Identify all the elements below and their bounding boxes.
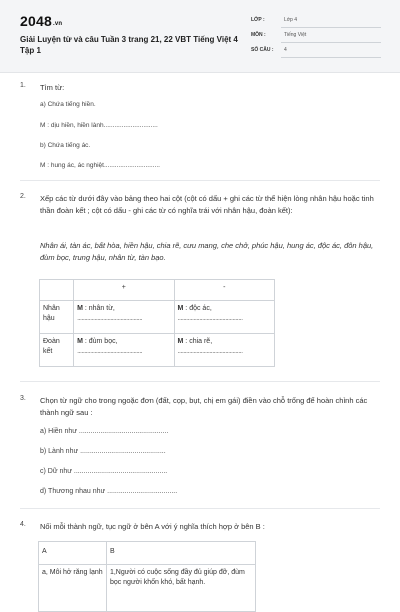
meaning-cell[interactable]: 1,Người có cuộc sống đầy đủ giúp đỡ, đùm bọc người khốn khó, bất hạnh. bbox=[106, 565, 255, 612]
divider bbox=[20, 508, 380, 509]
cell-prefix: M bbox=[177, 338, 184, 345]
cell-text: : đùm bọc, bbox=[82, 338, 118, 345]
divider bbox=[20, 381, 380, 382]
divider bbox=[20, 180, 380, 181]
cell-plus[interactable] bbox=[74, 334, 174, 367]
question-number: 3. bbox=[20, 395, 26, 402]
answer-line: c) Dữ như ................................................ bbox=[40, 468, 168, 475]
table-row bbox=[39, 565, 256, 612]
column-b-header: B bbox=[106, 542, 255, 565]
cell-dots: ............................................. bbox=[77, 315, 143, 322]
answer-line: a) Chứa tiếng hiền. bbox=[40, 101, 96, 108]
cell-dots: ............................................. bbox=[77, 348, 143, 355]
question-text: Nối mỗi thành ngữ, tục ngữ ở bên A với ý nghĩa thích hợp ở bên B : bbox=[40, 522, 265, 531]
question-text: Chọn từ ngữ cho trong ngoặc đơn (đất, cọp, bụt, chị em gái) điền vào chỗ trống để hoàn chỉnh các thành ngữ sau : bbox=[40, 396, 368, 417]
meta-underline bbox=[281, 27, 381, 28]
question-number: 4. bbox=[20, 521, 26, 528]
cell-prefix: M bbox=[77, 305, 83, 312]
table-header-cell bbox=[40, 280, 74, 301]
cell-dots: ............................................. bbox=[177, 315, 243, 322]
question-number: 1. bbox=[20, 82, 26, 89]
table-row bbox=[40, 334, 275, 367]
answer-line: M : dịu hiền, hiền lành.............................. bbox=[40, 122, 158, 129]
meta-class bbox=[251, 16, 381, 28]
cell-text: : nhân từ, bbox=[82, 305, 115, 312]
table-header-row bbox=[39, 542, 256, 565]
meta-value: Tiếng Việt bbox=[284, 32, 307, 38]
table-header-row bbox=[40, 280, 275, 301]
table-header-plus: + bbox=[74, 280, 174, 301]
page-title: Giải Luyện từ và câu Tuần 3 trang 21, 22 VBT Tiếng Việt 4 Tập 1 bbox=[20, 35, 238, 55]
meta-value: Lớp 4 bbox=[284, 17, 298, 23]
cell-dots: ............................................. bbox=[177, 348, 243, 355]
answer-line: b) Chứa tiếng ác. bbox=[40, 142, 91, 149]
meta-label: LỚP : bbox=[251, 17, 265, 23]
column-a-header: A bbox=[39, 542, 107, 565]
matching-table bbox=[38, 541, 256, 612]
logo-suffix: .vn bbox=[52, 21, 63, 27]
cell-prefix: M bbox=[77, 338, 83, 345]
question-text: Tìm từ: bbox=[40, 83, 65, 92]
meta-label: MÔN : bbox=[251, 32, 266, 38]
table-row bbox=[40, 301, 275, 334]
answer-line: a) Hiền như .............................................. bbox=[40, 428, 169, 435]
classification-table bbox=[39, 279, 275, 367]
cell-prefix: M bbox=[177, 305, 184, 312]
row-label: Nhân hậu bbox=[40, 301, 74, 334]
logo-text: 2048 bbox=[20, 13, 52, 29]
cell-minus[interactable] bbox=[174, 334, 274, 367]
answer-line: d) Thương nhau như .................................... bbox=[40, 488, 178, 495]
word-list: Nhân ái, tàn ác, bất hòa, hiền hậu, chia rẽ, cưu mang, che chở, phúc hậu, hung ác, độc ác, đôn hậu, đùm bọc, trung hậu, nhân từ, tàn bạo. bbox=[40, 241, 374, 262]
cell-text: : độc ác, bbox=[183, 305, 212, 312]
row-label: Đoàn kết bbox=[40, 334, 74, 367]
answer-line: b) Lành như ............................................ bbox=[40, 448, 166, 455]
meta-value: 4 bbox=[284, 47, 287, 53]
meta-label: SỐ CÂU : bbox=[251, 47, 274, 53]
meta-subject bbox=[251, 31, 381, 43]
meta-underline bbox=[281, 42, 381, 43]
idiom-cell[interactable]: a, Môi hở răng lạnh bbox=[39, 565, 107, 612]
question-number: 2. bbox=[20, 193, 26, 200]
page-header bbox=[0, 0, 400, 73]
meta-count bbox=[251, 46, 381, 58]
cell-minus[interactable] bbox=[174, 301, 274, 334]
cell-text: : chia rẽ, bbox=[183, 338, 213, 345]
question-text: Xếp các từ dưới đây vào bảng theo hai cột (cột có dấu + ghi các từ thể hiện lòng nhân hậu hoặc tinh thần đoàn kết ; cột có dấu - ghi các từ có nghĩa trái với nhân hậu, đoàn kết): bbox=[40, 194, 374, 215]
meta-underline bbox=[281, 57, 381, 58]
answer-line: M : hung ác, ác nghiệt............................... bbox=[40, 162, 160, 169]
cell-plus[interactable] bbox=[74, 301, 174, 334]
table-header-minus: - bbox=[174, 280, 274, 301]
site-logo[interactable] bbox=[20, 13, 62, 29]
